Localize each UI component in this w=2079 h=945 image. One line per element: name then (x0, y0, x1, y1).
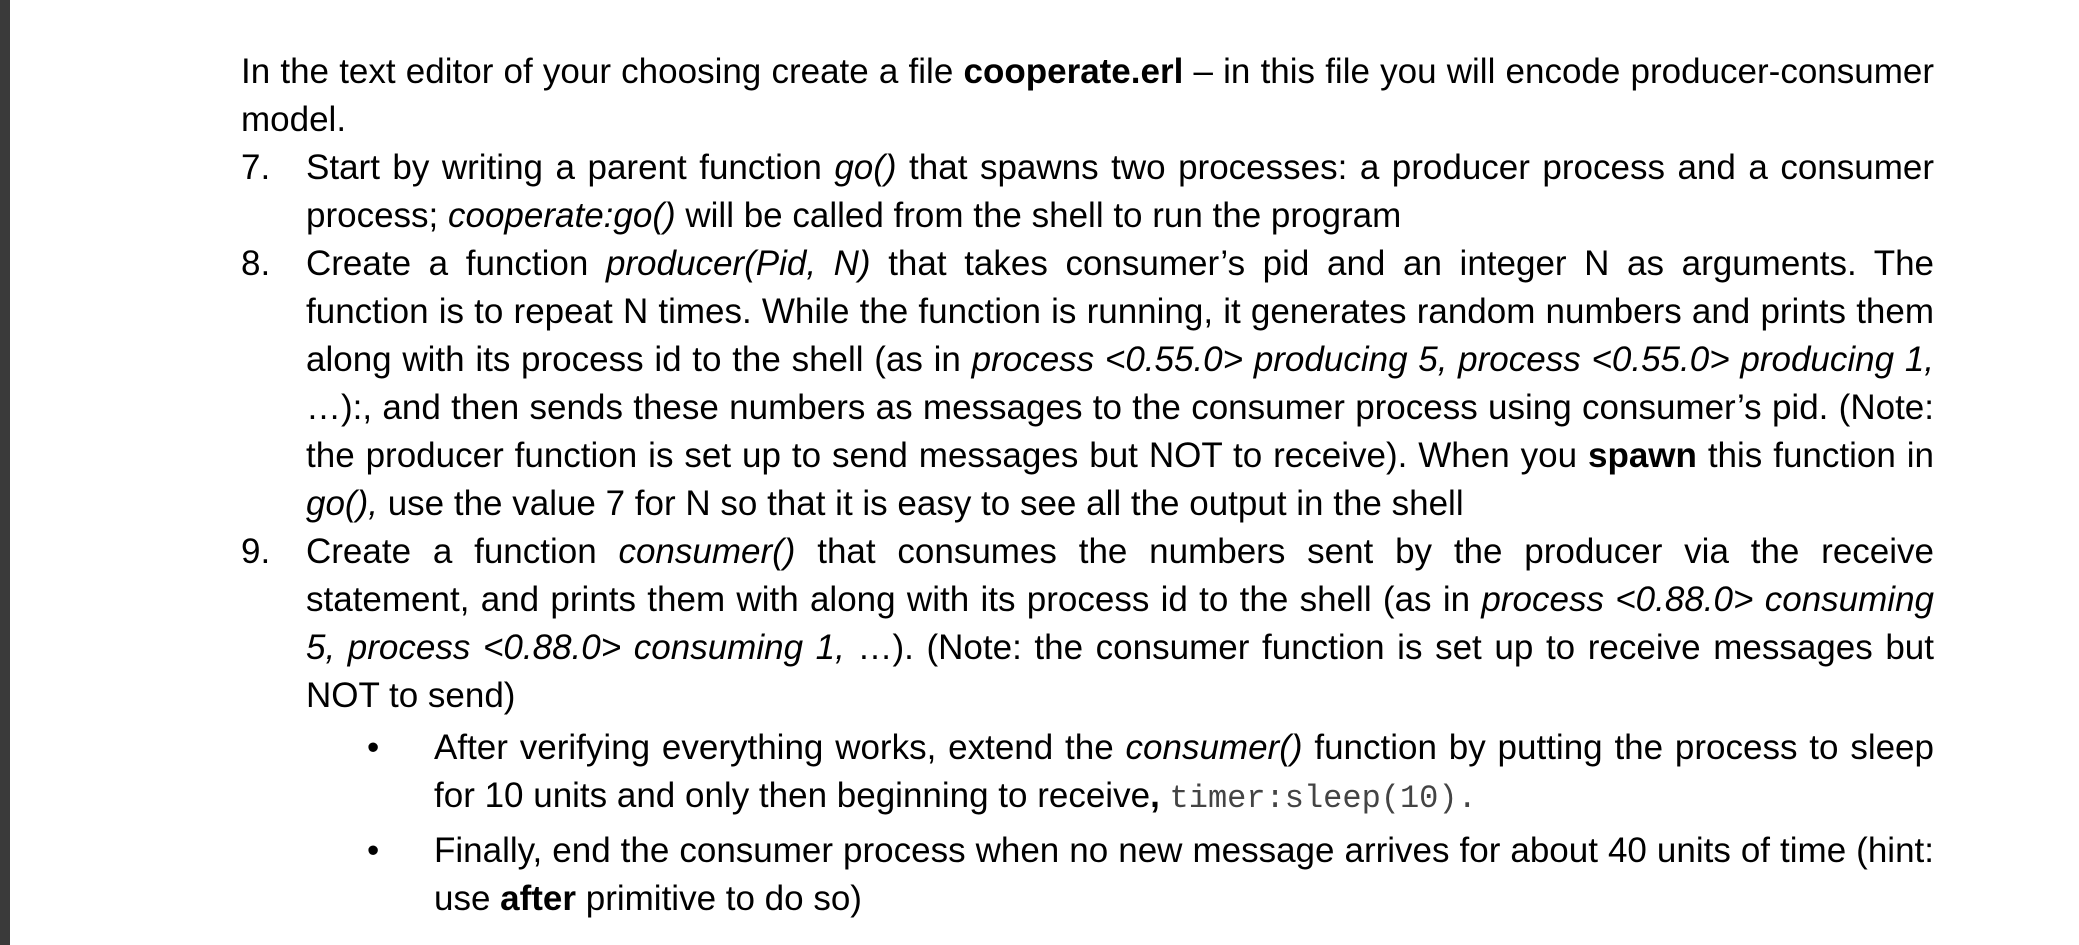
item-text: that consumes the numbers sent by the producer via the receive statement, and prints them with along with its process id to the shell (as in (306, 532, 1934, 619)
bullet-icon: • (367, 728, 380, 767)
item-bold: , (1150, 776, 1160, 815)
intro-paragraph (241, 48, 1934, 144)
item-text: will be called from the shell to run the program (675, 196, 1402, 235)
bullet-icon: • (367, 831, 380, 870)
list-item-9 (241, 528, 1934, 720)
intro-text-end: – in this file you will encode producer-consumer model. (241, 52, 1935, 139)
item-italic: go(), (306, 484, 378, 523)
list-number: 9. (241, 532, 271, 571)
item-text: Finally, end the consumer process when no new message arrives for about 40 units of time (hint: use (434, 831, 1934, 918)
item-text: primitive to do so) (576, 879, 862, 918)
item-text: this function in (1696, 436, 1934, 475)
code-snippet: timer:sleep(10) (1169, 780, 1458, 817)
bullet-item-after (241, 827, 1934, 923)
item-italic: cooperate:go() (448, 196, 676, 235)
item-text: After verifying everything works, extend the (434, 728, 1126, 767)
item-text: Create a function (306, 244, 606, 283)
sub-bullet-list (241, 724, 1934, 923)
item-italic: process <0.88.0> consuming 5, process <0.88.0> consuming 1, (306, 580, 1934, 667)
intro-text: In the text editor of your choosing create a file (241, 52, 964, 91)
item-italic: consumer() (1125, 728, 1303, 767)
bullet-item-sleep (241, 724, 1934, 823)
item-text: Start by writing a parent function (306, 148, 835, 187)
item-text: …):, and then sends these numbers as messages to the consumer process using consumer’s pid. (Note: the producer function is set up to send messages but NOT to receive). When you (306, 388, 1934, 475)
item-text: function by putting the process to sleep for 10 units and only then beginning to receive (434, 728, 1934, 815)
item-bold: after (500, 879, 577, 918)
item-text: that spawns two processes: a producer process and a consumer process; (306, 148, 1935, 235)
list-number: 7. (241, 148, 271, 187)
item-text: …). (Note: the consumer function is set up to receive messages but NOT to send) (306, 628, 1934, 715)
window-left-border (0, 0, 10, 945)
item-italic: go() (834, 148, 897, 187)
list-item-7 (241, 144, 1934, 240)
item-italic: process <0.55.0> producing 5, process <0.55.0> producing 1, (971, 340, 1935, 379)
item-italic: producer(Pid, N) (605, 244, 871, 283)
item-text: Create a function (306, 532, 619, 571)
item-italic: consumer() (618, 532, 796, 571)
code-period: . (1457, 780, 1477, 817)
item-bold: spawn (1587, 436, 1697, 475)
intro-filename: cooperate.erl (963, 52, 1184, 91)
item-text: that takes consumer’s pid and an integer N as arguments. The function is to repeat N times. While the function is running, it generates random numbers and prints them along with its process id to the shell (as in (306, 244, 1935, 379)
list-number: 8. (241, 244, 271, 283)
document-page (241, 48, 1934, 923)
item-text: use the value 7 for N so that it is easy to see all the output in the shell (377, 484, 1464, 523)
list-item-8 (241, 240, 1934, 528)
instruction-list (241, 144, 1934, 720)
